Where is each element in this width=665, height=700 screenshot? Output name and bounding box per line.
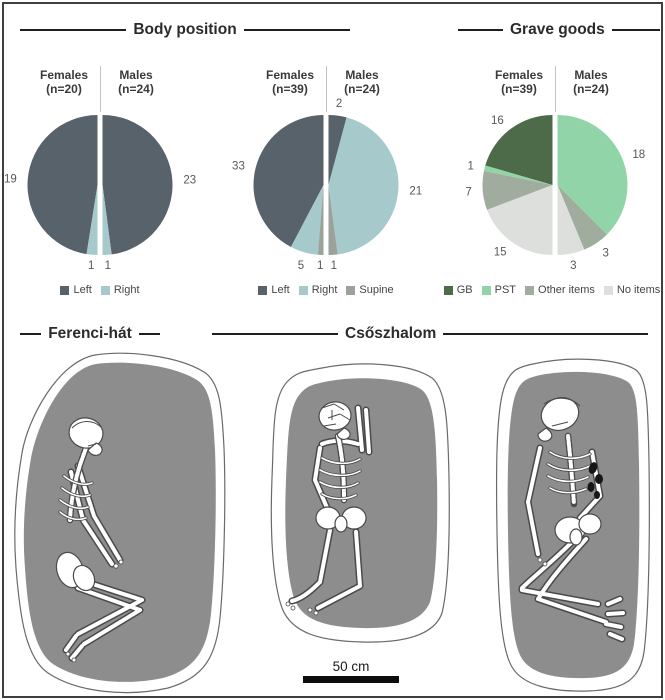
legend-label: Right: [113, 284, 140, 296]
pie-value-label: 1: [330, 260, 338, 272]
foot-bones: [308, 608, 312, 612]
grave-drawing-ferenci-hat: [8, 348, 238, 696]
males-label: [332, 68, 392, 96]
females-text: Females: [265, 68, 315, 82]
females-label: [489, 68, 549, 96]
males-label: [106, 68, 166, 96]
header-line: [212, 333, 338, 336]
pie-value-label: 5: [297, 260, 305, 272]
males-text: Males: [119, 68, 153, 82]
pie-value-label: 1: [87, 260, 95, 272]
sacrum: [335, 516, 347, 532]
legend-swatch: [346, 286, 355, 295]
pie-value-label: 1: [104, 260, 112, 272]
legend-swatch: [258, 286, 267, 295]
legend-item: [258, 284, 289, 296]
pelvis: [579, 514, 601, 534]
grave-goods-items: [594, 491, 600, 499]
legend-item: [604, 284, 660, 296]
legend-swatch: [101, 286, 110, 295]
legend-item: [60, 284, 91, 296]
legend-body-position-2: [211, 284, 441, 296]
pie-value-label: 18: [632, 149, 646, 162]
grave-pit-fill: [24, 363, 216, 682]
scale-bar-label: 50 cm: [332, 659, 370, 674]
header-line: [458, 29, 503, 32]
pie-value-label: 23: [183, 174, 197, 187]
females-n: (n=39): [501, 82, 537, 97]
legend-label: Left: [73, 284, 92, 296]
legend-item: [346, 284, 393, 296]
grave-drawing-csoszhalom-2: [488, 352, 658, 697]
legend-label: No items: [616, 284, 661, 296]
pie-slice: [27, 115, 97, 254]
section-header-grave-goods: [458, 21, 660, 39]
legend-swatch: [525, 286, 534, 295]
pie-value-label: 3: [570, 260, 577, 272]
legend-grave-goods: [437, 284, 665, 296]
pie-value-label: 1: [317, 260, 324, 272]
site-title-csoszhalom: Csőszhalom: [345, 325, 437, 342]
females-text: Females: [494, 68, 544, 82]
header-line: [443, 333, 648, 336]
scale-bar-line: [303, 676, 399, 683]
pie-slice: [103, 115, 173, 254]
grave-drawing-csoszhalom-1: [262, 358, 462, 648]
legend-swatch: [60, 286, 69, 295]
legend-item: [299, 284, 338, 296]
site-header-csoszhalom: [212, 325, 648, 343]
scale-bar: [303, 659, 399, 683]
pie-value-label: 3: [602, 247, 609, 260]
section-title-grave-goods: Grave goods: [510, 21, 605, 38]
pie-chart-grave-goods: [445, 64, 665, 294]
grave-goods-items: [595, 474, 603, 484]
females-n: (n=20): [46, 82, 82, 97]
pie-svg-body-position-2: [216, 97, 436, 283]
header-line: [244, 29, 350, 32]
pie-value-label: 33: [232, 160, 245, 173]
section-title-body-position: Body position: [133, 21, 237, 38]
section-header-body-position: [20, 21, 350, 39]
pie-value-label: 1: [467, 160, 474, 173]
foot-bones: [286, 602, 290, 606]
pie-svg-grave-goods: [445, 97, 665, 283]
legend-swatch: [444, 286, 453, 295]
females-n: (n=39): [272, 82, 308, 97]
legend-item: [101, 284, 140, 296]
site-header-ferenci-hat: [20, 325, 160, 343]
foot-bones: [291, 606, 295, 610]
foot-bones: [72, 658, 76, 662]
males-text: Males: [345, 68, 379, 82]
legend-label: Other items: [538, 284, 595, 296]
males-n: (n=24): [118, 82, 154, 97]
hand-bones: [114, 564, 118, 568]
pie-half-labels: [0, 64, 210, 96]
legend-body-position-1: [0, 284, 215, 296]
legend-swatch: [299, 286, 308, 295]
legend-item: [444, 284, 473, 296]
pie-value-label: 21: [409, 185, 423, 198]
females-label: [34, 68, 94, 96]
males-n: (n=24): [344, 82, 380, 97]
pie-svg-body-position-1: [0, 97, 210, 283]
hand-bones: [543, 562, 547, 566]
legend-item: [525, 284, 595, 296]
males-text: Males: [574, 68, 608, 82]
females-label: [260, 68, 320, 96]
site-title-ferenci-hat: Ferenci-hát: [48, 325, 132, 342]
pie-value-label: 15: [493, 246, 507, 259]
legend-label: PST: [494, 284, 517, 296]
foot-bones: [66, 652, 70, 656]
hand-bones: [119, 560, 123, 564]
legend-item: [482, 284, 516, 296]
legend-swatch: [482, 286, 491, 295]
hand-bones: [538, 558, 542, 562]
females-text: Females: [39, 68, 89, 82]
pie-value-label: 2: [335, 98, 343, 110]
pie-chart-body-position-1: [0, 64, 210, 294]
legend-swatch: [604, 286, 613, 295]
males-n: (n=24): [573, 82, 609, 97]
foot-bones: [314, 611, 318, 615]
legend-label: Supine: [359, 284, 394, 296]
males-label: [561, 68, 621, 96]
sacrum: [570, 529, 582, 545]
pie-chart-body-position-2: [216, 64, 436, 294]
legend-label: Right: [311, 284, 338, 296]
legend-label: Left: [271, 284, 290, 296]
grave-goods-items: [588, 482, 595, 492]
header-line: [20, 29, 126, 32]
pie-value-label: 16: [491, 115, 504, 128]
header-line: [612, 29, 660, 32]
header-line: [20, 333, 41, 336]
pie-value-label: 7: [465, 186, 472, 199]
pie-value-label: 19: [3, 173, 17, 186]
legend-label: GB: [456, 284, 473, 296]
header-line: [139, 333, 160, 336]
